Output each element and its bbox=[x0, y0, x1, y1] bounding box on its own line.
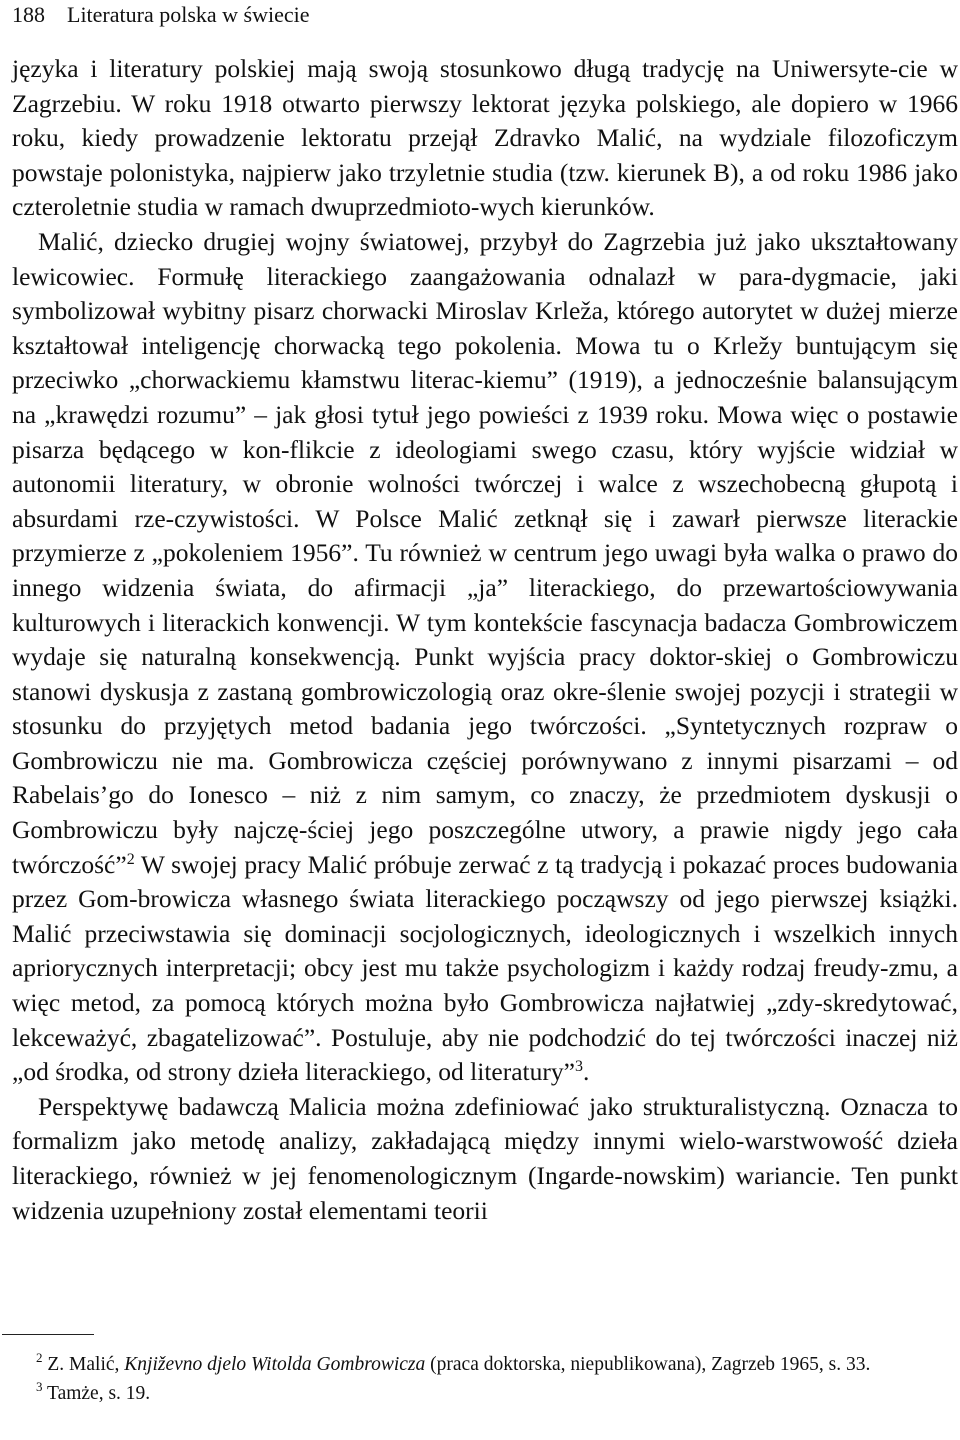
footnote-ref-3[interactable]: 3 bbox=[574, 1058, 583, 1076]
paragraph-1 bbox=[12, 52, 958, 225]
footnote-separator bbox=[2, 1334, 94, 1335]
footnote-3-number: 3 bbox=[36, 1379, 43, 1394]
footnote-2-post: (praca doktorska, niepublikowana), Zagrzeb 1965, s. 33. bbox=[425, 1354, 871, 1375]
running-head bbox=[12, 0, 310, 30]
paragraph-3-text: Perspektywę badawczą Malicia można zdefiniować jako strukturalistyczną. Oznacza to formalizm jako metodę analizy, zakładającą między innymi wielo-warstwowość dzieła literackiego, również w jej fenomenologicznym (Ingarde-nowskim) wariancie. Ten punkt widzenia uzupełniony został elementami teorii bbox=[12, 1091, 958, 1225]
footnote-3 bbox=[12, 1379, 958, 1408]
footnote-2-title: Književno djelo Witolda Gombrowicza bbox=[124, 1354, 426, 1375]
paragraph-3 bbox=[12, 1090, 958, 1228]
footnotes bbox=[12, 1350, 958, 1408]
paragraph-1-text: języka i literatury polskiej mają swoją stosunkowo długą tradycję na Uniwersyte-cie w Zagrzebiu. W roku 1918 otwarto pierwszy lektorat języka polskiego, ale dopiero w 1966 roku, kiedy prowadzenie lektoratu przejął Zdravko Malić, na wydziale filozoficzym powstaje polonistyka, najpierw jako trzyletnie studia (tzw. kierunek B), a od roku 1986 jako czteroletnie studia w ramach dwuprzedmioto-wych kierunków. bbox=[12, 54, 958, 222]
page-number: 188 bbox=[12, 2, 45, 27]
paragraph-2-text-b: W swojej pracy Malić próbuje zerwać z tą tradycją i pokazać proces budowania przez Gom-browicza własnego świata literackiego począwszy od jego pierwszej książki. Malić przeciwstawia się dominacji socjologicznych, ideologicznych i wszelkich innych apriorycznych interpretacji; obcy jest mu także psychologizm i każdy rodzaj freudy-zmu, a więc metod, za pomocą których można było Gombrowicza najłatwiej „zdy-skredytować, lekceważyć, zbagatelizować”. Postuluje, aby nie podchodzić do tej twórczości inaczej niż „od środka, od strony dzieła literackiego, od literatury” bbox=[12, 849, 958, 1087]
paragraph-2 bbox=[12, 225, 958, 1090]
footnote-ref-2[interactable]: 2 bbox=[126, 850, 135, 868]
footnote-2-pre: Z. Malić, bbox=[42, 1354, 125, 1375]
paragraph-2-text-a: Malić, dziecko drugiej wojny światowej, przybył do Zagrzebia już jako ukształtowany lewicowiec. Formułę literackiego zaangażowania odnalazł w para-dygmacie, jaki symbolizował wybitny pisarz chorwacki Miroslav Krleža, którego autorytet w dużej mierze kształtował inteligencję chorwacką tego pokolenia. Mowa tu o Krležy buntującym się przeciwko „chorwackiemu kłamstwu literac-kiemu” (1919), a jednocześnie balansującym na „krawędzi rozumu” – jak głosi tytuł jego powieści z 1939 roku. Mowa więc o postawie pisarza będącego w kon-flikcie z ideologiami swego czasu, który wyjście widział w autonomii literatury, w obronie wolności twórczej i walce z wszechobecną głupotą i absurdami rze-czywistości. W Polsce Malić zetknął się i zawarł pierwsze literackie przymierze z „pokoleniem 1956”. Tu również w centrum jego uwagi była walka o prawo do innego widzenia świata, do afirmacji „ja” literackiego, do przewartościowywania kulturowych i literackich konwencji. W tym kontekście fascynacja badacza Gombrowiczem wydaje się naturalną konsekwencją. Punkt wyjścia pracy doktor-skiej o Gombrowiczu stanowi dyskusja z zastaną gombrowiczologią oraz okre-ślenie swojej pozycji i strategii w stosunku do przyjętych metod badania jego twórczości. „Syntetycznych rozpraw o Gombrowiczu nie ma. Gombrowicza częściej porównywano z innymi pisarzami – od Rabelais’go do Ionesco – niż z nim samym, co znaczy, że przedmiotem dyskusji o Gombrowiczu były najczę-ściej jego poszczególne utwory, a prawie nigdy jego cała twórczość” bbox=[12, 226, 958, 879]
footnote-3-text: Tamże, s. 19. bbox=[42, 1383, 151, 1404]
footnote-2-number: 2 bbox=[36, 1350, 43, 1365]
paragraph-2-text-c: . bbox=[582, 1057, 590, 1087]
body-text bbox=[12, 52, 958, 1228]
footnote-2 bbox=[12, 1350, 958, 1379]
running-title: Literatura polska w świecie bbox=[67, 2, 310, 27]
